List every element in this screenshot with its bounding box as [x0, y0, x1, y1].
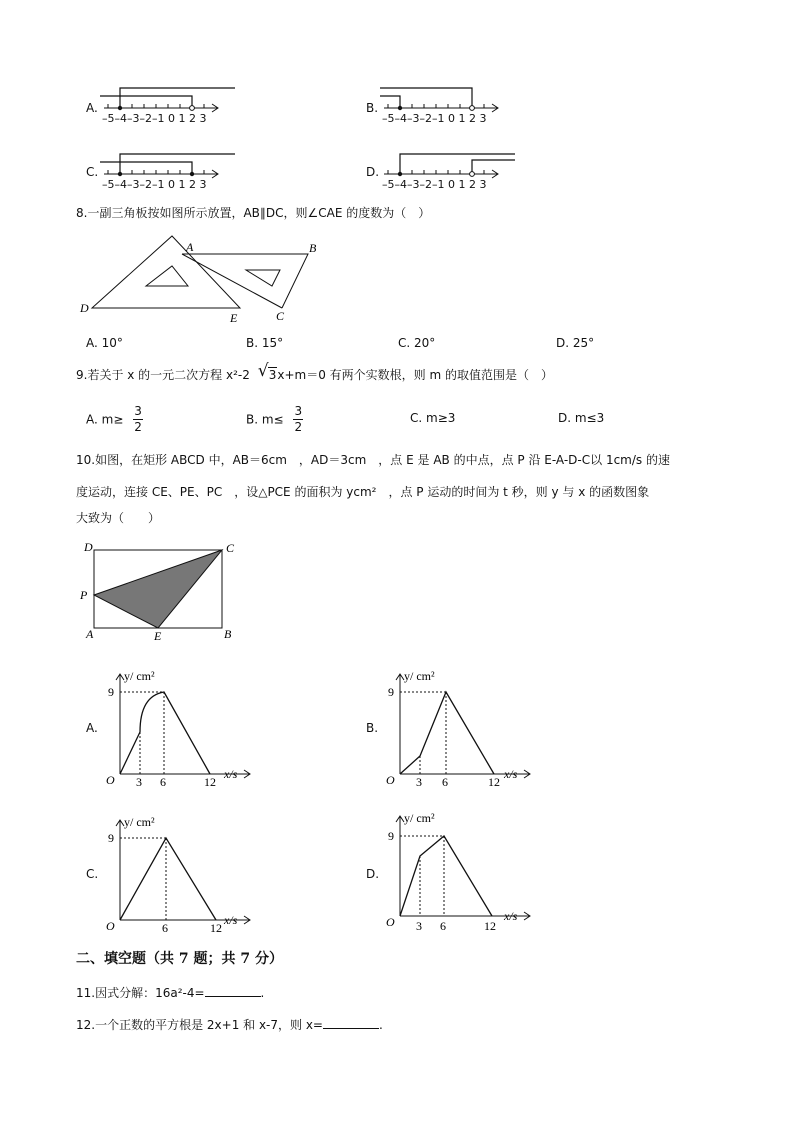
q9-option-c: C. m≥3: [410, 411, 456, 425]
svg-text:O: O: [386, 773, 395, 787]
q8-figure: [76, 232, 326, 328]
svg-text:y/ cm²: y/ cm²: [124, 815, 155, 829]
answer-blank[interactable]: [205, 984, 261, 997]
svg-text:O: O: [106, 773, 115, 787]
q7-option-b: B. –5–4–3–2–1 0 1 2 3: [366, 82, 526, 132]
rect-label-p: P: [80, 588, 88, 602]
fraction: $\frac{3}{2}$: [134, 404, 142, 434]
q7-option-a: A. –5–4–3–2–1 0 1 2 3: [86, 82, 246, 132]
option-label: B.: [366, 101, 379, 115]
svg-text:9: 9: [108, 831, 114, 845]
q9-option-d: D. m≤3: [558, 411, 605, 425]
q8-stem: 8.一副三角板按如图所示放置，AB∥DC，则∠CAE 的度数为（ ）: [76, 206, 431, 220]
svg-text:9: 9: [108, 685, 114, 699]
q7-option-d: D. –5–4–3–2–1 0 1 2 3: [366, 146, 526, 196]
label-d: D: [80, 301, 89, 315]
svg-text:O: O: [386, 915, 395, 929]
svg-text:y/ cm²: y/ cm²: [124, 669, 155, 683]
svg-text:9: 9: [388, 685, 394, 699]
option-label: D.: [366, 867, 380, 881]
q9-stem: 9.若关于 x 的一元二次方程 x²-2 √ 3x+m＝0 有两个实数根，则 m 的取值范围是（ ）: [76, 361, 553, 382]
rect-label-e: E: [154, 629, 162, 643]
svg-text:12: 12: [488, 775, 500, 789]
option-label: C.: [86, 165, 99, 179]
option-label: D.: [366, 165, 380, 179]
answer-blank[interactable]: [323, 1016, 379, 1029]
svg-text:x/s: x/s: [504, 767, 518, 781]
svg-text:6: 6: [160, 775, 166, 789]
label-e: E: [230, 311, 238, 325]
label-a: A: [186, 240, 194, 254]
svg-text:x/s: x/s: [504, 909, 518, 923]
q8-option-b: B. 15°: [246, 336, 284, 350]
q9-option-a: A. m≥ $\frac{3}{2}$: [86, 404, 142, 434]
q9-option-b: B. m≤ $\frac{3}{2}$: [246, 404, 303, 434]
q7-option-c: C. –5–4–3–2–1 0 1 2 3: [86, 146, 246, 196]
q10-rectangle-figure: [78, 538, 248, 646]
svg-text:x/s: x/s: [224, 913, 238, 927]
svg-text:6: 6: [442, 775, 448, 789]
option-label: C.: [86, 867, 99, 881]
q10-graph-option-b: [366, 666, 566, 791]
svg-text:y/ cm²: y/ cm²: [404, 669, 435, 683]
svg-text:y/ cm²: y/ cm²: [404, 811, 435, 825]
svg-text:O: O: [106, 919, 115, 933]
label-c: C: [276, 309, 285, 323]
svg-text:x/s: x/s: [224, 767, 238, 781]
q10-graph-option-d: [366, 808, 566, 933]
q10-graph-option-a: [86, 666, 286, 791]
label-b: B: [309, 241, 317, 255]
q8-option-a: A. 10°: [86, 336, 123, 350]
q8-option-c: C. 20°: [398, 336, 436, 350]
svg-text:3: 3: [416, 775, 422, 789]
svg-text:6: 6: [440, 919, 446, 933]
svg-text:12: 12: [204, 775, 216, 789]
rect-label-d: D: [84, 540, 93, 554]
rect-label-b: B: [224, 627, 232, 641]
option-label: A.: [86, 101, 98, 115]
sqrt-radical: √ 3: [257, 361, 277, 382]
q10-graph-option-c: [86, 812, 286, 937]
option-label: A.: [86, 721, 98, 735]
svg-text:12: 12: [484, 919, 496, 933]
q12: 12.一个正数的平方根是 2x+1 和 x-7，则 x= .: [76, 1018, 383, 1032]
svg-text:12: 12: [210, 921, 222, 935]
section-title: 二、填空题（共 7 题；共 7 分）: [76, 951, 283, 967]
svg-text:9: 9: [388, 829, 394, 843]
q10-line-2: 度运动，连接 CE、PE、PC ，设△PCE 的面积为 ycm² ，点 P 运动的时间为 t 秒，则 y 与 x 的函数图象: [76, 485, 650, 499]
q11: 11.因式分解：16a²-4= .: [76, 986, 265, 1000]
q10-line-1: 10.如图，在矩形 ABCD 中，AB＝6cm ，AD＝3cm ，点 E 是 AB 的中点，点 P 沿 E-A-D-C以 1cm/s 的速: [76, 453, 670, 467]
fraction: $\frac{3}{2}$: [294, 404, 303, 434]
rect-label-a: A: [86, 627, 94, 641]
svg-text:6: 6: [162, 921, 168, 935]
svg-text:3: 3: [136, 775, 142, 789]
rect-label-c: C: [226, 541, 235, 555]
option-label: B.: [366, 721, 379, 735]
q10-line-3: 大致为（ ）: [76, 511, 161, 525]
q8-option-d: D. 25°: [556, 336, 595, 350]
svg-text:3: 3: [416, 919, 422, 933]
